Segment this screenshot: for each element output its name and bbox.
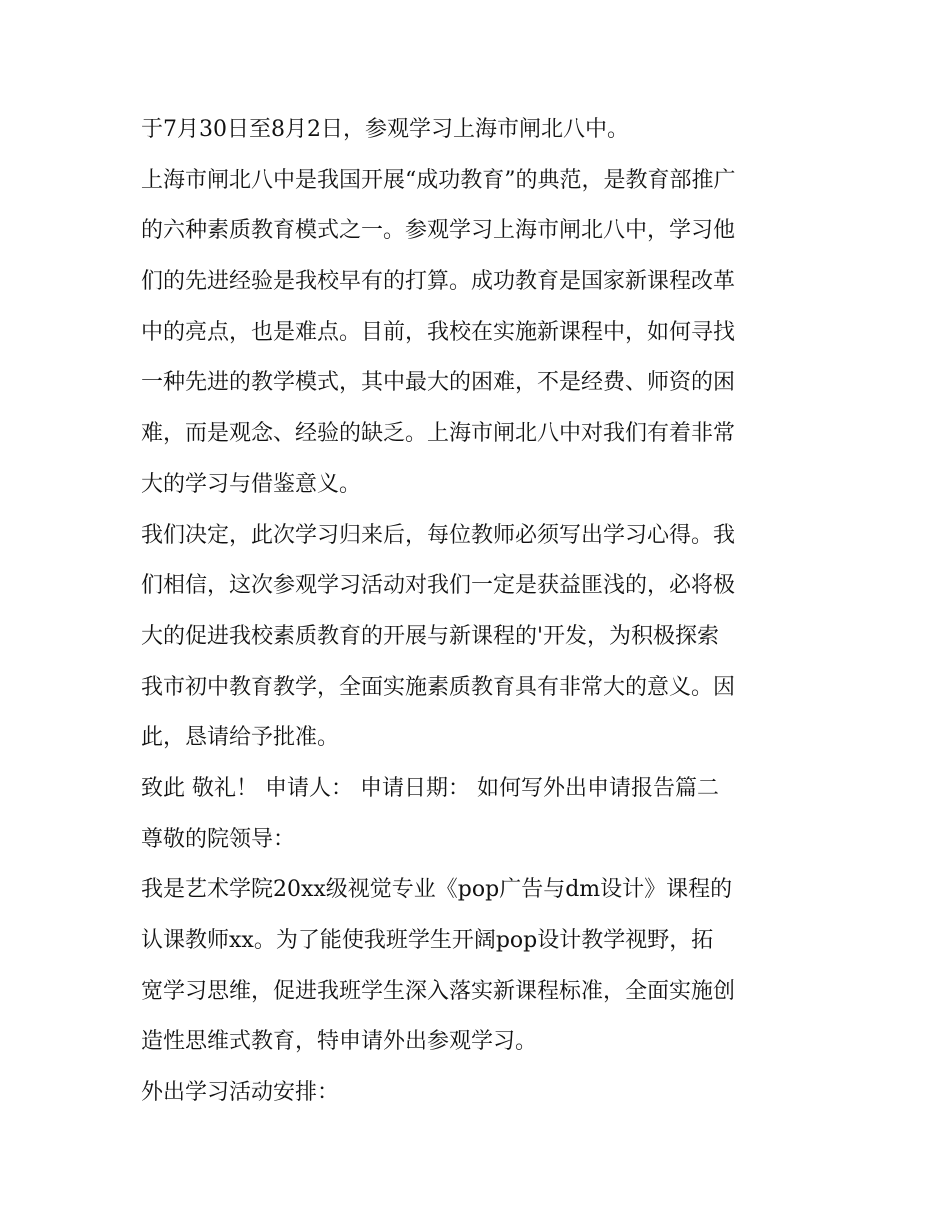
text-line: 于7月30日至8月2日，参观学习上海市闸北八中。 bbox=[141, 117, 629, 142]
salutation-line: 尊敬的院领导： bbox=[141, 826, 296, 852]
text-line: 我是艺术学院20xx级视觉专业《pop广告与dm设计》课程的 bbox=[141, 877, 733, 903]
text-line: 上海市闸北八中是我国开展“成功教育”的典范，是教育部推广 bbox=[141, 167, 736, 193]
text-line: 一种先进的教学模式，其中最大的困难，不是经费、师资的困 bbox=[141, 370, 736, 396]
text-line: 们的先进经验是我校早有的打算。成功教育是国家新课程改革 bbox=[141, 269, 736, 295]
text-line: 认课教师xx。为了能使我班学生开阔pop设计教学视野，拓 bbox=[141, 928, 714, 953]
text-line: 宽学习思维，促进我班学生深入落实新课程标准，全面实施创 bbox=[141, 978, 736, 1004]
text-line: 们相信，这次参观学习活动对我们一定是获益匪浅的，必将极 bbox=[141, 573, 736, 599]
text-line: 中的亮点，也是难点。目前，我校在实施新课程中，如何寻找 bbox=[141, 319, 736, 345]
text-line: 大的促进我校素质教育的开展与新课程的'开发，为积极探索 bbox=[141, 623, 720, 649]
text-line: 此，恳请给予批准。 bbox=[141, 725, 340, 751]
text-line: 我们决定，此次学习归来后，每位教师必须写出学习心得。我 bbox=[141, 522, 736, 548]
text-line: 的六种素质教育模式之一。参观学习上海市闸北八中，学习他 bbox=[141, 218, 736, 244]
text-line: 致此 敬礼！ 申请人： 申请日期： 如何写外出申请报告篇二 bbox=[141, 775, 719, 801]
document-body bbox=[141, 110, 821, 1124]
text-line: 难，而是观念、经验的缺乏。上海市闸北八中对我们有着非常 bbox=[141, 421, 736, 447]
text-line: 造性思维式教育，特申请外出参观学习。 bbox=[141, 1029, 538, 1055]
section-heading-line: 外出学习活动安排： bbox=[141, 1080, 340, 1106]
text-line: 大的学习与借鉴意义。 bbox=[141, 471, 362, 497]
text-line: 我市初中教育教学，全面实施素质教育具有非常大的意义。因 bbox=[141, 674, 736, 700]
